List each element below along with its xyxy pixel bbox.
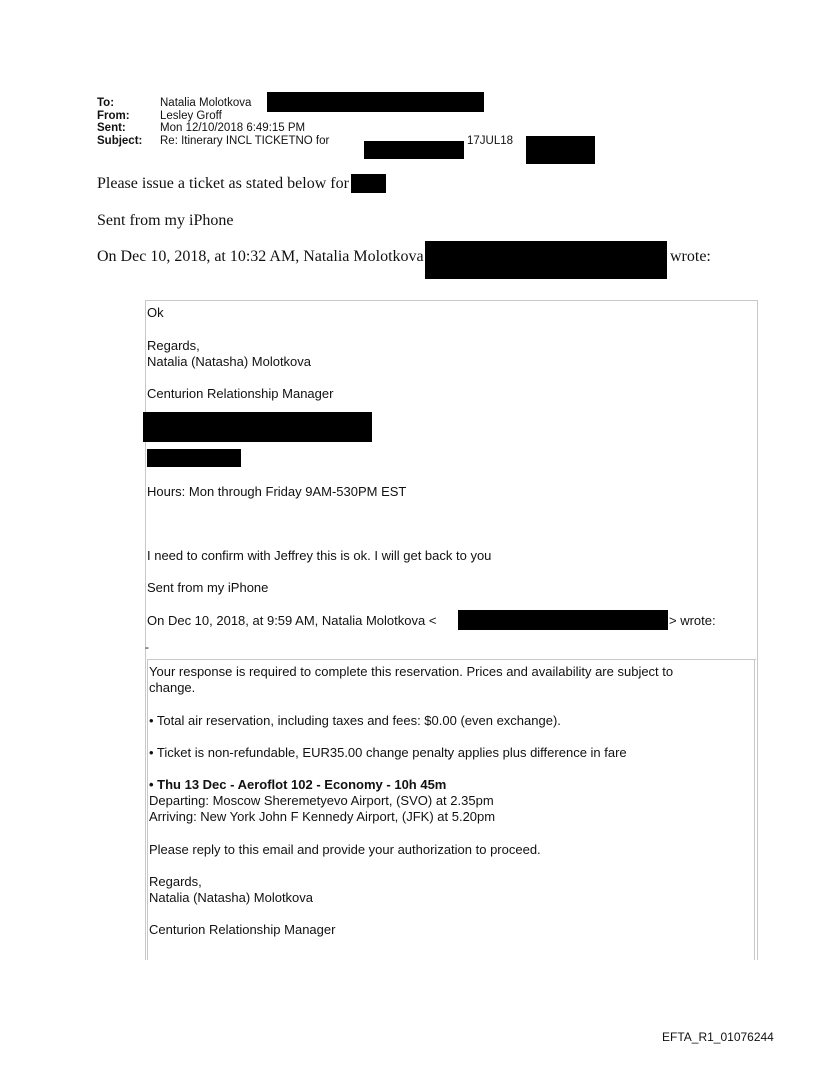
inner-signature-name: Natalia (Natasha) Molotkova [149,890,314,905]
bullet-ticket-refund: • Ticket is non-refundable, EUR35.00 change penalty applies plus difference in fare [149,745,627,760]
redaction-subject-code [526,136,595,164]
inner-regards: Regards, [149,874,202,889]
redaction-quoted-email [458,610,668,630]
quoted-sent-iphone: Sent from my iPhone [147,580,269,595]
response-required-line1: Your response is required to complete this reservation. Prices and availability are subject to [149,664,674,679]
flight-departing: Departing: Moscow Sheremetyevo Airport, (SVO) at 2.35pm [149,793,494,808]
flight-title: • Thu 13 Dec - Aeroflot 102 - Economy - 10h 45m [149,777,447,792]
flight-arriving: Arriving: New York John F Kennedy Airport, (JFK) at 5.20pm [149,809,496,824]
quoted-signature-name: Natalia (Natasha) Molotkova [147,354,312,369]
bullet-total-air: • Total air reservation, including taxes and fees: $0.00 (even exchange). [149,713,561,728]
from-label: From: [97,109,130,122]
quoted-box-left [145,300,146,960]
sent-from-iphone: Sent from my iPhone [97,212,234,229]
inner-signature-title: Centurion Relationship Manager [149,922,336,937]
from-value: Lesley Groff [160,109,222,122]
document-id: EFTA_R1_01076244 [662,1030,774,1044]
quoted-confirm-line: I need to confirm with Jeffrey this is ok. I will get back to you [147,548,492,563]
subject-label: Subject: [97,134,143,147]
issue-ticket-line: Please issue a ticket as stated below for [97,175,349,192]
quoted-ok: Ok [147,305,164,320]
quoted-dash: - [145,640,149,654]
to-value: Natalia Molotkova [160,97,252,109]
inner-box-left [147,659,148,960]
quoted-box-top [145,300,758,301]
subject-value: Re: Itinerary INCL TICKETNO for [160,134,330,147]
redaction-subject-name [364,141,464,159]
redaction-passenger [351,174,386,193]
quoted-on-line: On Dec 10, 2018, at 9:59 AM, Natalia Molotkova < [147,613,437,628]
quoted-hours: Hours: Mon through Friday 9AM-530PM EST [147,484,407,499]
redaction-signature-block [143,412,372,442]
redaction-phone [147,449,241,467]
sent-value: Mon 12/10/2018 6:49:15 PM [160,122,306,134]
subject-date: 17JUL18 [467,134,514,147]
quoted-wrote: > wrote: [669,613,716,628]
to-label: To: [97,97,115,109]
redaction-email-address [425,241,667,279]
quoted-signature-title: Centurion Relationship Manager [147,386,334,401]
reply-authorization: Please reply to this email and provide your authorization to proceed. [149,842,541,857]
inner-box-top [147,659,756,660]
on-date-line: On Dec 10, 2018, at 10:32 AM, Natalia Molotkova [97,248,424,265]
sent-label: Sent: [97,122,126,134]
redaction-to-email [267,92,484,112]
response-required-line2: change. [149,680,196,695]
wrote-label: wrote: [670,248,711,265]
quoted-box-right [757,300,758,960]
quoted-regards: Regards, [147,338,200,353]
inner-box-right [754,659,755,960]
